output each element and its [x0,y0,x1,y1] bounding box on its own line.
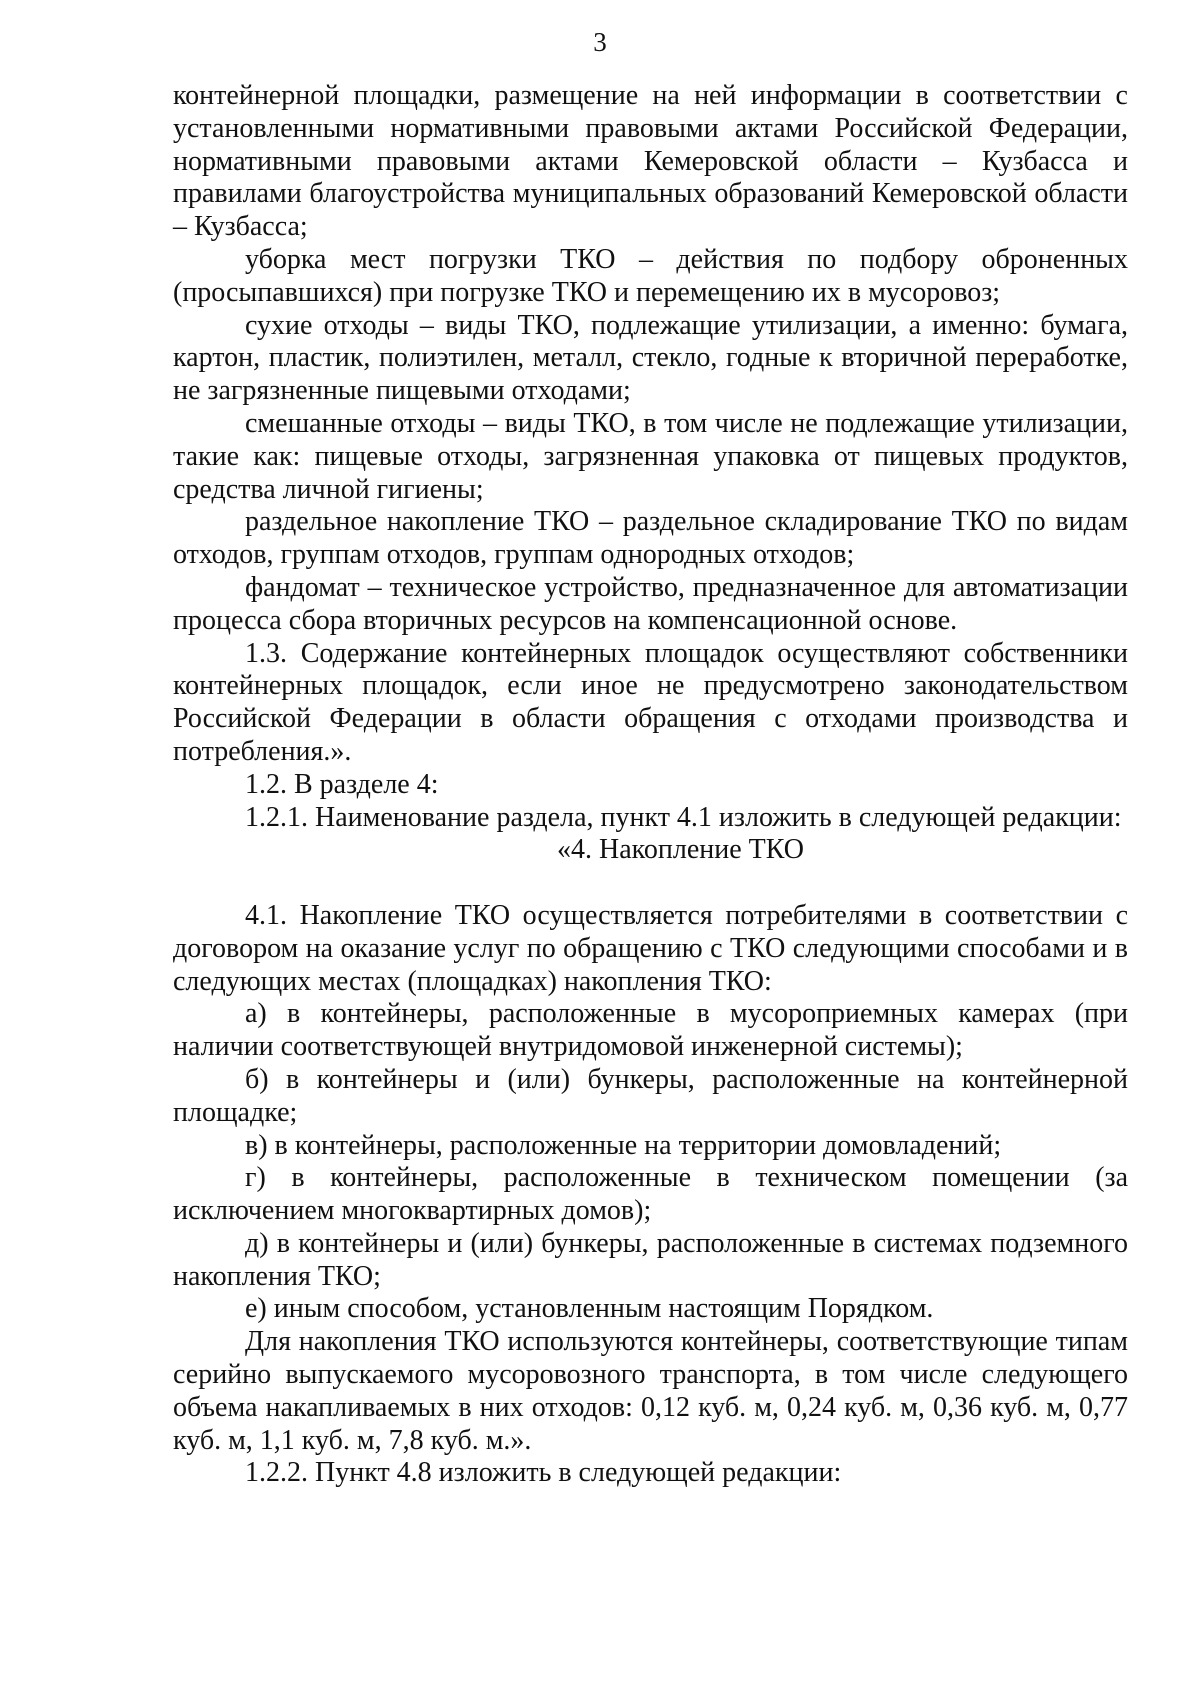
paragraph-1-2-2: 1.2.2. Пункт 4.8 изложить в следующей редакции: [245,1457,842,1489]
list-item-d: д) в контейнеры и (или) бункеры, расположенные в системах подземного накопления ТКО; [173,1227,1128,1292]
section-title: «4. Накопление ТКО [557,834,804,866]
paragraph-loading-site-cleaning: уборка мест погрузки ТКО – действия по подбору оброненных (просыпавшихся) при погрузке ТКО и перемещению их в мусоровоз; [173,243,1128,308]
paragraph-1-2: 1.2. В разделе 4: [245,768,439,800]
paragraph-container-volumes: Для накопления ТКО используются контейнеры, соответствующие типам серийно выпускаемого мусоровозного транспорта, в том числе следующего объема накапливаемых в них отходов: 0,12 куб. м, 0,24 куб. м, 0,36 куб. м, 0,77 куб. м, 1,1 куб. м, 7,8 куб. м.». [173,1326,1128,1456]
list-item-v: в) в контейнеры, расположенные на территории домовладений; [245,1129,1002,1161]
blank-line [173,867,1128,900]
paragraph-mixed-waste: смешанные отходы – виды ТКО, в том числе не подлежащие утилизации, такие как: пищевые отходы, загрязненная упаковка от пищевых продуктов, средства личной гигиены; [173,407,1128,505]
paragraph-separate-accumulation: раздельное накопление ТКО – раздельное складирование ТКО по видам отходов, группам отходов, группам однородных отходов; [173,506,1128,571]
list-item-g: г) в контейнеры, расположенные в техническом помещении (за исключением многоквартирных домов); [173,1162,1128,1227]
list-item-a: а) в контейнеры, расположенные в мусороприемных камерах (при наличии соответствующей внутридомовой инженерной системы); [173,998,1128,1063]
list-item-b: б) в контейнеры и (или) бункеры, расположенные на контейнерной площадке; [173,1063,1128,1128]
list-item-e: е) иным способом, установленным настоящим Порядком. [245,1293,934,1325]
paragraph-4-1: 4.1. Накопление ТКО осуществляется потребителями в соответствии с договором на оказание услуг по обращению с ТКО следующими способами и в следующих местах (площадках) накопления ТКО: [173,899,1128,997]
paragraph-fandomat: фандомат – техническое устройство, предназначенное для автоматизации процесса сбора вторичных ресурсов на компенсационной основе. [173,571,1128,636]
page-number: 3 [593,27,607,57]
paragraph-container-site-definition-continued: контейнерной площадки, размещение на ней информации в соответствии с установленными нормативными правовыми актами Российской Федерации, нормативными правовыми актами Кемеровской области – Кузбасса и правилами благоустройства муниципальных образований Кемеровской области – Кузбасса; [173,80,1128,243]
paragraph-1-2-1: 1.2.1. Наименование раздела, пункт 4.1 изложить в следующей редакции: [245,801,1122,833]
document-body [173,80,1128,1490]
paragraph-dry-waste: сухие отходы – виды ТКО, подлежащие утилизации, а именно: бумага, картон, пластик, полиэтилен, металл, стекло, годные к вторичной переработке, не загрязненные пищевыми отходами; [173,309,1128,407]
paragraph-1-3: 1.3. Содержание контейнерных площадок осуществляют собственники контейнерных площадок, если иное не предусмотрено законодательством Российской Федерации в области обращения с отходами производства и потребления.». [173,637,1128,767]
